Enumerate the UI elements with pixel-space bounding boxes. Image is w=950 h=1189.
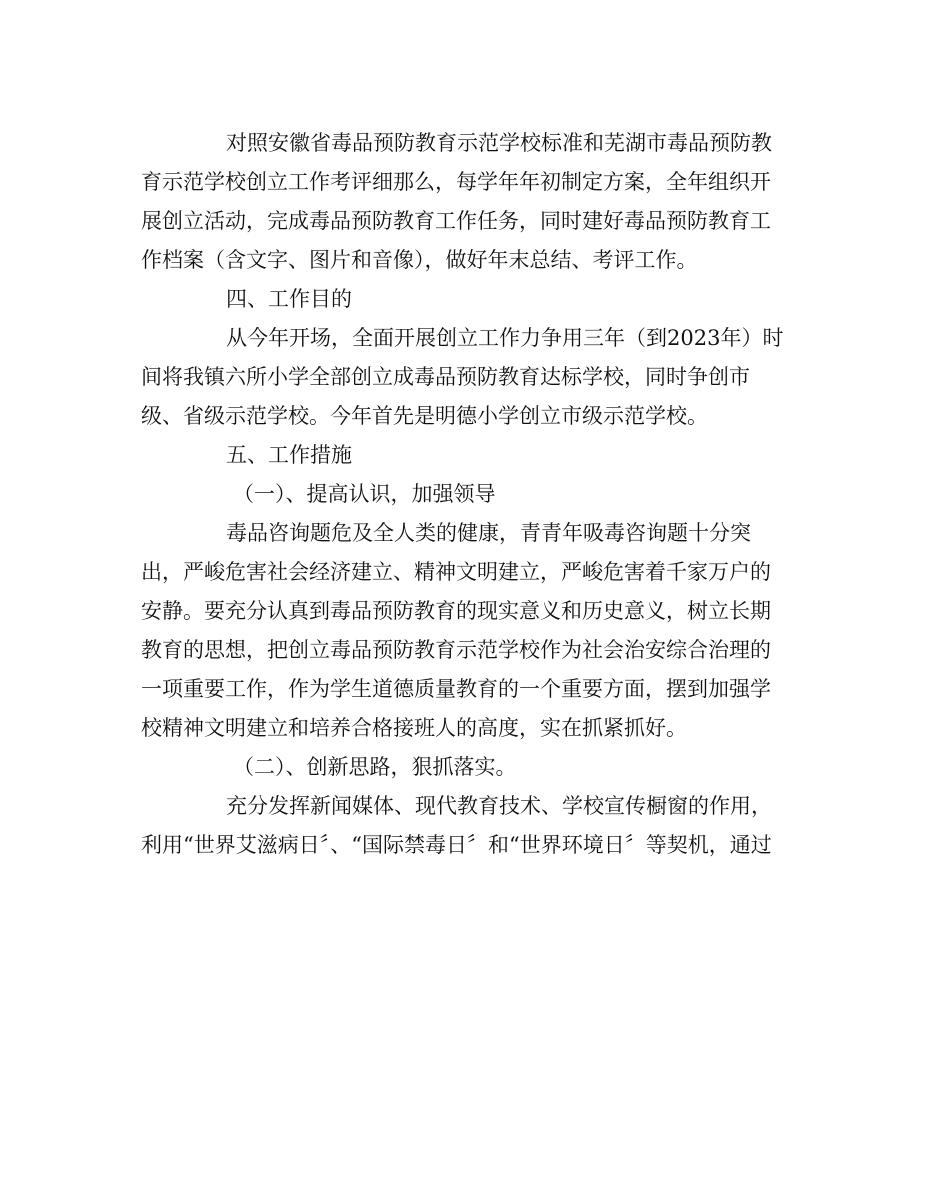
paragraph-1 bbox=[141, 124, 806, 280]
subsection-heading-1: （一）、提高认识，加强领导 bbox=[233, 482, 496, 506]
text-line: 利用“世界艾滋病日〞、“国际禁毒日〞和“世界环境日〞等契机，通过 bbox=[141, 833, 772, 857]
paragraph-3 bbox=[141, 514, 806, 748]
text-line: 从今年开场，全面开展创立工作力争用三年（到2023年）时 bbox=[226, 326, 784, 350]
text-line: 毒品咨询题危及全人类的健康，青青年吸毒咨询题十分突 bbox=[226, 521, 751, 545]
text-line: 充分发挥新闻媒体、现代教育技术、学校宣传橱窗的作用， bbox=[226, 794, 772, 818]
text-line: 出，严峻危害社会经济建立、精神文明建立，严峻危害着千家万户的 bbox=[141, 560, 771, 584]
subsection-heading-2: （二）、创新思路，狠抓落实。 bbox=[233, 755, 517, 779]
text-line: 一项重要工作，作为学生道德质量教育的一个重要方面，摆到加强学 bbox=[141, 677, 771, 701]
text-line: 校精神文明建立和培养合格接班人的高度，实在抓紧抓好。 bbox=[141, 716, 687, 740]
paragraph-4 bbox=[141, 787, 806, 865]
text-line: 对照安徽省毒品预防教育示范学校标准和芜湖市毒品预防教 bbox=[226, 131, 772, 155]
text-line: 作档案（含文字、图片和音像），做好年末总结、考评工作。 bbox=[141, 248, 698, 272]
text-line: 育示范学校创立工作考评细那么，每学年年初制定方案，全年组织开 bbox=[141, 170, 771, 194]
text-line: 级、省级示范学校。今年首先是明德小学创立市级示范学校。 bbox=[141, 404, 708, 428]
section-heading-4: 四、工作目的 bbox=[226, 287, 352, 311]
text-line: 展创立活动，完成毒品预防教育工作任务，同时建好毒品预防教育工 bbox=[141, 209, 771, 233]
text-line: 安静。要充分认真到毒品预防教育的现实意义和历史意义，树立长期 bbox=[141, 599, 771, 623]
paragraph-2 bbox=[141, 319, 806, 436]
document-body bbox=[141, 124, 806, 865]
text-line: 教育的思想，把创立毒品预防教育示范学校作为社会治安综合治理的 bbox=[141, 638, 771, 662]
text-line: 间将我镇六所小学全部创立成毒品预防教育达标学校，同时争创市 bbox=[141, 365, 750, 389]
section-heading-5: 五、工作措施 bbox=[226, 443, 352, 467]
